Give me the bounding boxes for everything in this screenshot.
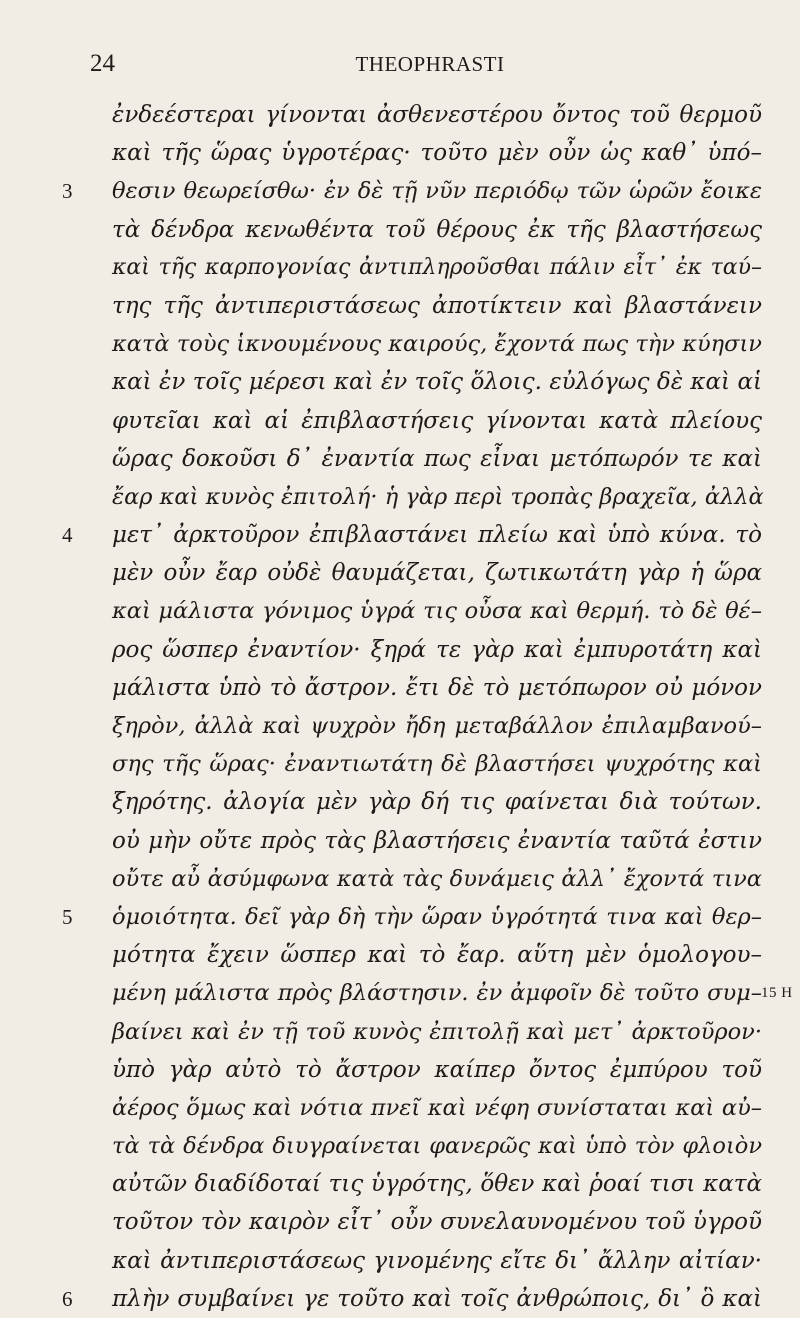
line-text: μάλιστα ὑπὸ τὸ ἄστρον. ἔτι δὲ τὸ μετόπωρον οὐ μόνον [112,674,762,701]
text-line [0,478,800,516]
line-text: ὁμοιότητα. δεῖ γὰρ δὴ τὴν ὥραν ὑγρότητά τινα καὶ θερ– [112,903,762,930]
text-line [0,1203,800,1241]
line-text: οὔτε αὖ ἀσύμφωνα κατὰ τὰς δυνάμεις ἀλλ᾽ ἔχοντά τινα [112,865,762,892]
text-line [0,1165,800,1203]
line-text: καὶ ἀντιπεριστάσεως γινομένης εἴτε δι᾽ ἄλλην αἰτίαν· [112,1247,762,1274]
text-line [0,402,800,440]
text-line [0,822,800,860]
line-text: ξηρὸν, ἀλλὰ καὶ ψυχρὸν ἤδη μεταβάλλον ἐπιλαμβανού– [112,713,762,739]
line-text: τὰ δένδρα κενωθέντα τοῦ θέρους ἐκ τῆς βλαστήσεως [112,216,762,243]
text-line [0,631,800,669]
text-line [0,669,800,707]
section-number: 3 [62,179,73,204]
line-text: ἔαρ καὶ κυνὸς ἐπιτολή· ἡ γὰρ περὶ τροπὰς βραχεῖα, ἀλλὰ [112,483,764,510]
line-text: μότητα ἔχειν ὥσπερ καὶ τὸ ἔαρ. αὕτη μὲν ὁμολογου– [112,942,762,969]
line-text: ξηρότης. ἀλογία μὲν γὰρ δή τις φαίνεται διὰ τούτων. [112,789,762,816]
line-text: σης τῆς ὥρας· ἐναντιωτάτη δὲ βλαστήσει ψυχρότης καὶ [112,751,762,778]
line-text: ἐνδεέστεραι γίνονται ἀσθενεστέρου ὄντος τοῦ θερμοῦ [112,102,762,128]
line-text: μετ᾽ ἀρκτοῦρον ἐπιβλαστάνει πλείω καὶ ὑπὸ κύνα. τὸ [112,522,762,549]
line-text: ὥρας δοκοῦσι δ᾽ ἐναντία πως εἶναι μετόπωρόν τε καὶ [112,445,762,472]
text-line [0,287,800,325]
margin-reference: 15 H [761,985,793,1002]
line-text: ὑπὸ γὰρ αὐτὸ τὸ ἄστρον καίπερ ὄντος ἐμπύρου τοῦ [112,1056,762,1083]
line-text: βαίνει καὶ ἐν τῇ τοῦ κυνὸς ἐπιτολῇ καὶ μετ᾽ ἀρκτοῦρον· [112,1018,762,1045]
line-text: μένη μάλιστα πρὸς βλάστησιν. ἐν ἀμφοῖν δὲ τοῦτο συμ– [112,980,762,1007]
section-number: 5 [62,904,73,929]
line-text: τοῦτον τὸν καιρὸν εἶτ᾽ οὖν συνελαυνομένου τοῦ ὑγροῦ [112,1209,762,1236]
text-line [0,936,800,974]
text-line [0,707,800,745]
text-line [0,1242,800,1280]
text-line [0,1051,800,1089]
text-line [0,96,800,134]
text-line [0,211,800,249]
running-title: THEOPHRASTI [355,52,505,76]
text-line [0,172,800,210]
text-line [0,516,800,554]
line-text: αὐτῶν διαδίδοταί τις ὑγρότης, ὅθεν καὶ ῥοαί τισι κατὰ [112,1171,762,1198]
text-line [0,440,800,478]
page-number: 24 [90,50,115,77]
page-header [90,50,770,80]
line-text: πλὴν συμβαίνει γε τοῦτο καὶ τοῖς ἀνθρώποις, δι᾽ ὃ καὶ [112,1285,762,1312]
text-line [0,974,800,1012]
text-line [0,860,800,898]
line-text: καὶ ἐν τοῖς μέρεσι καὶ ἐν τοῖς ὅλοις. εὐλόγως δὲ καὶ αἱ [112,369,762,396]
text-line [0,592,800,630]
line-text: καὶ τῆς ὥρας ὑγροτέρας· τοῦτο μὲν οὖν ὡς καθ᾽ ὑπό– [112,140,762,167]
text-line [0,1089,800,1127]
text-line [0,898,800,936]
section-number: 4 [62,523,73,548]
line-text: μὲν οὖν ἔαρ οὐδὲ θαυμάζεται, ζωτικωτάτη γὰρ ἡ ὥρα [112,560,762,587]
text-line [0,134,800,172]
text-line [0,363,800,401]
text-line [0,745,800,783]
line-text: ρος ὥσπερ ἐναντίον· ξηρά τε γὰρ καὶ ἐμπυροτάτη καὶ [112,636,762,663]
line-text: καὶ μάλιστα γόνιμος ὑγρά τις οὖσα καὶ θερμή. τὸ δὲ θέ– [112,598,762,625]
text-line [0,1127,800,1165]
text-line [0,249,800,287]
greek-text-block [0,96,800,1318]
line-text: οὐ μὴν οὔτε πρὸς τὰς βλαστήσεις ἐναντία ταῦτά ἐστιν [112,827,762,854]
line-text: θεσιν θεωρείσθω· ἐν δὲ τῇ νῦν περιόδῳ τῶν ὡρῶν ἔοικε [112,178,762,205]
text-line [0,1013,800,1051]
section-number: 6 [62,1286,73,1311]
text-line [0,554,800,592]
text-line [0,325,800,363]
line-text: της τῆς ἀντιπεριστάσεως ἀποτίκτειν καὶ βλαστάνειν [112,292,762,319]
line-text: τὰ τὰ δένδρα διυγραίνεται φανερῶς καὶ ὑπὸ τὸν φλοιὸν [112,1133,762,1160]
line-text: φυτεῖαι καὶ αἱ ἐπιβλαστήσεις γίνονται κατὰ πλείους [112,407,762,434]
line-text: καὶ τῆς καρπογονίας ἀντιπληροῦσθαι πάλιν εἶτ᾽ ἐκ ταύ– [112,254,762,280]
line-text: κατὰ τοὺς ἱκνουμένους καιρούς, ἔχοντά πως τὴν κύησιν [112,331,762,358]
text-line [0,783,800,821]
text-line [0,1280,800,1318]
line-text: ἀέρος ὅμως καὶ νότια πνεῖ καὶ νέφη συνίσταται καὶ αὐ– [112,1094,762,1121]
